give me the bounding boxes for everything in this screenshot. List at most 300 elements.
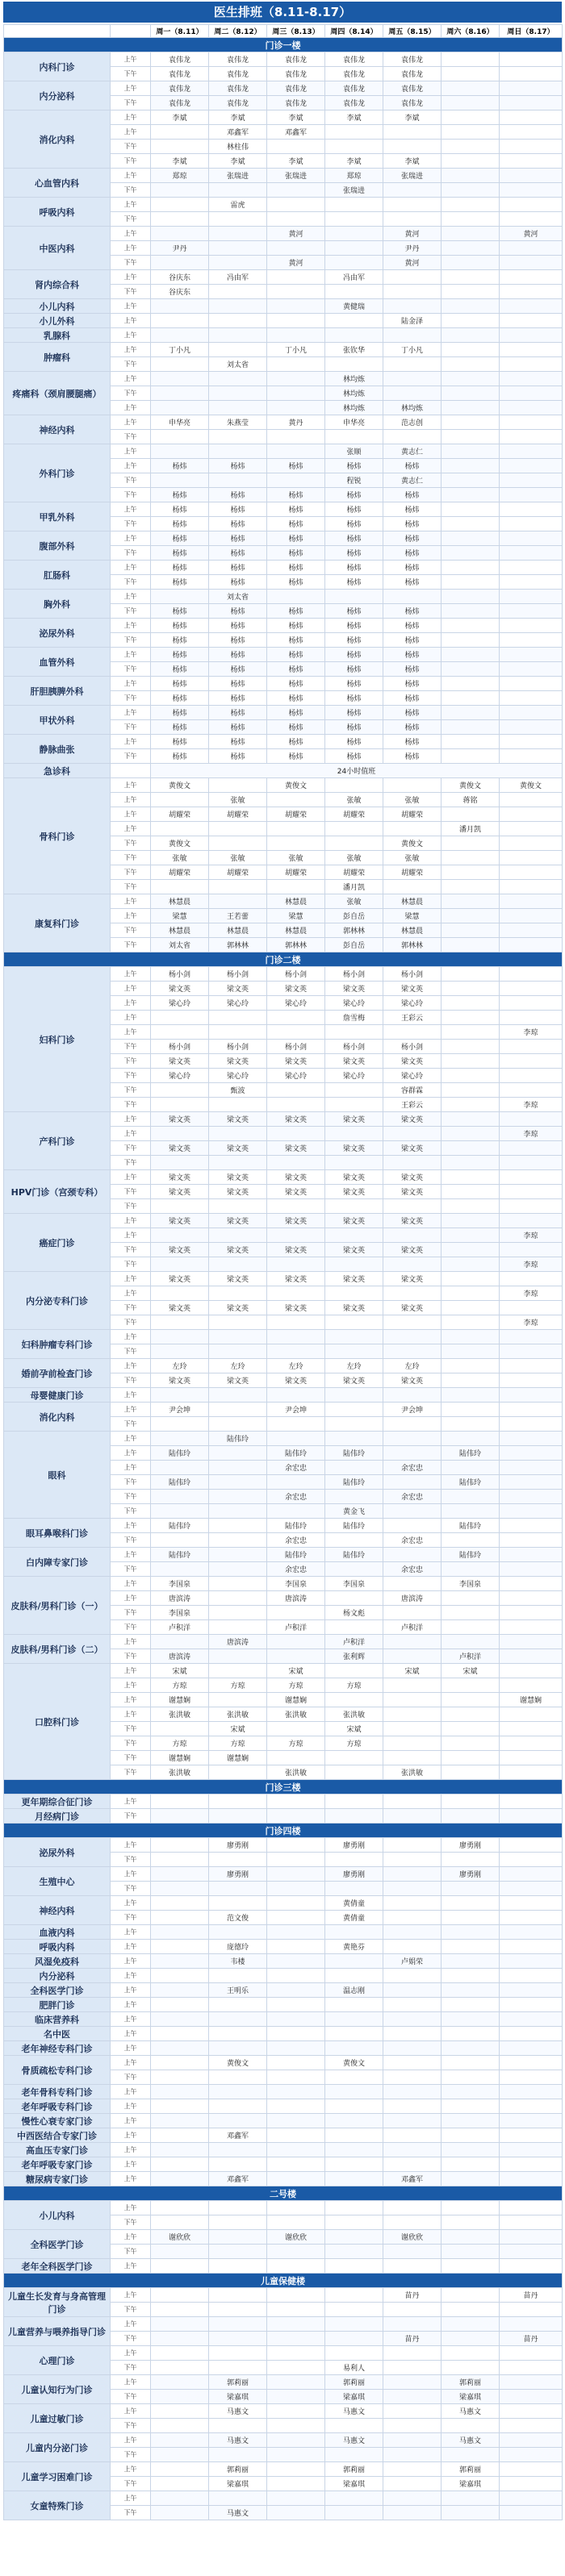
doctor-cell: 梁嘉琪 (325, 2390, 383, 2404)
doctor-cell: 杨炜 (209, 488, 267, 502)
doctor-cell: 黄丹 (267, 415, 325, 430)
time-slot: 上午 (111, 1998, 151, 2012)
time-slot: 下午 (111, 1040, 151, 1054)
doctor-cell: 梁文英 (151, 982, 209, 996)
doctor-cell (209, 894, 267, 909)
doctor-cell: 刘太省 (209, 590, 267, 604)
doctor-cell (209, 314, 267, 328)
doctor-cell (267, 183, 325, 198)
doctor-cell: 谷庆东 (151, 285, 209, 299)
doctor-cell (267, 473, 325, 488)
time-slot: 上午 (111, 2230, 151, 2245)
doctor-cell (383, 2506, 442, 2520)
doctor-cell (442, 2448, 500, 2462)
doctor-cell (500, 923, 563, 938)
doctor-cell (442, 270, 500, 285)
doctor-cell: 梁心玲 (267, 996, 325, 1011)
doctor-cell (442, 604, 500, 619)
doctor-cell (383, 183, 442, 198)
doctor-cell: 马惠文 (442, 2404, 500, 2419)
department-name: 中西医结合专家门诊 (4, 2128, 111, 2143)
doctor-cell: 杨炜 (151, 662, 209, 677)
doctor-cell (500, 430, 563, 444)
doctor-cell (151, 444, 209, 459)
doctor-cell (383, 2346, 442, 2361)
time-slot: 下午 (111, 2332, 151, 2346)
doctor-cell (500, 662, 563, 677)
doctor-cell: 梁心玲 (383, 1069, 442, 1083)
doctor-cell: 宋斌 (442, 1664, 500, 1678)
doctor-cell (325, 1998, 383, 2012)
doctor-cell (442, 1272, 500, 1286)
doctor-cell: 梁文英 (209, 1373, 267, 1388)
time-slot: 上午 (111, 2128, 151, 2143)
doctor-cell (209, 386, 267, 401)
doctor-cell (325, 1025, 383, 1040)
doctor-cell: 邓鑫军 (209, 125, 267, 140)
doctor-cell: 袁伟龙 (325, 81, 383, 96)
doctor-cell (267, 2404, 325, 2419)
doctor-cell (383, 1228, 442, 1243)
doctor-cell (500, 1954, 563, 1969)
doctor-cell (442, 2056, 500, 2070)
time-slot: 下午 (111, 183, 151, 198)
doctor-cell (209, 343, 267, 357)
doctor-cell (500, 531, 563, 546)
doctor-cell: 梁文英 (209, 1243, 267, 1257)
doctor-cell (442, 735, 500, 749)
doctor-cell: 尹会坤 (151, 1403, 209, 1417)
doctor-cell: 杨炜 (209, 633, 267, 648)
day-header: 周二（8.12） (209, 25, 267, 38)
doctor-cell (325, 2230, 383, 2245)
doctor-cell: 梁慧 (383, 909, 442, 923)
doctor-cell (500, 2114, 563, 2128)
doctor-cell (151, 2259, 209, 2274)
time-slot: 下午 (111, 1083, 151, 1098)
doctor-cell (383, 1156, 442, 1170)
doctor-cell (383, 1896, 442, 1911)
department-name: 女童特殊门诊 (4, 2491, 111, 2520)
doctor-cell (500, 1214, 563, 1228)
doctor-cell: 申华亮 (151, 415, 209, 430)
doctor-cell (500, 1403, 563, 1417)
doctor-cell (500, 822, 563, 836)
doctor-cell (267, 1475, 325, 1490)
doctor-cell: 杨炜 (325, 531, 383, 546)
doctor-cell: 杨炜 (383, 561, 442, 575)
doctor-cell (442, 996, 500, 1011)
time-slot: 下午 (111, 880, 151, 894)
time-slot: 上午 (111, 2433, 151, 2448)
doctor-cell: 范志创 (383, 415, 442, 430)
doctor-cell: 杨炜 (209, 531, 267, 546)
doctor-cell (500, 488, 563, 502)
doctor-cell (442, 1533, 500, 1548)
time-slot: 下午 (111, 633, 151, 648)
time-slot: 上午 (111, 1461, 151, 1475)
doctor-cell (267, 2215, 325, 2230)
doctor-cell (383, 1504, 442, 1519)
doctor-cell (325, 285, 383, 299)
doctor-cell: 卢积洋 (383, 1620, 442, 1635)
doctor-cell (267, 1315, 325, 1330)
doctor-cell (209, 2099, 267, 2114)
doctor-cell: 张瑞进 (267, 169, 325, 183)
doctor-cell (500, 880, 563, 894)
time-slot: 上午 (111, 735, 151, 749)
doctor-cell (267, 1199, 325, 1214)
doctor-cell: 梁文英 (209, 1214, 267, 1228)
doctor-cell: 谢慧娴 (151, 1751, 209, 1765)
time-slot: 上午 (111, 2056, 151, 2070)
doctor-cell (151, 2477, 209, 2491)
time-slot: 上午 (111, 198, 151, 212)
doctor-cell: 杨炜 (209, 691, 267, 706)
doctor-cell (500, 720, 563, 735)
doctor-cell (325, 2506, 383, 2520)
doctor-cell (442, 2259, 500, 2274)
doctor-cell (500, 2056, 563, 2070)
doctor-cell (383, 357, 442, 372)
doctor-cell (383, 2027, 442, 2041)
doctor-cell (383, 1794, 442, 1809)
doctor-cell (325, 2172, 383, 2186)
time-slot: 上午 (111, 1127, 151, 1141)
doctor-cell: 杨炜 (267, 706, 325, 720)
doctor-cell: 梁文英 (325, 1141, 383, 1156)
doctor-cell: 杨炜 (325, 691, 383, 706)
doctor-cell (383, 1882, 442, 1896)
doctor-cell (267, 2114, 325, 2128)
doctor-cell: 廖勇刚 (325, 1838, 383, 1853)
doctor-cell (383, 2361, 442, 2375)
time-slot: 下午 (111, 386, 151, 401)
doctor-cell: 方琼 (325, 1736, 383, 1751)
doctor-cell (442, 2317, 500, 2332)
time-slot (111, 764, 151, 778)
doctor-cell (442, 1083, 500, 1098)
doctor-cell (151, 1998, 209, 2012)
doctor-cell (442, 1591, 500, 1606)
doctor-cell (442, 1896, 500, 1911)
doctor-cell (383, 2143, 442, 2157)
doctor-cell (383, 1969, 442, 1983)
doctor-cell (209, 285, 267, 299)
doctor-cell (500, 619, 563, 633)
doctor-cell: 杨炜 (267, 502, 325, 517)
doctor-cell: 杨炜 (325, 749, 383, 764)
doctor-cell: 方琼 (151, 1736, 209, 1751)
time-slot: 下午 (111, 1620, 151, 1635)
doctor-cell: 郭林林 (267, 938, 325, 952)
doctor-cell (325, 1882, 383, 1896)
doctor-cell: 梁文英 (383, 1301, 442, 1315)
doctor-cell: 杨炜 (325, 502, 383, 517)
doctor-cell: 丁小凡 (151, 343, 209, 357)
doctor-cell: 左玲 (267, 1359, 325, 1373)
doctor-cell (267, 1969, 325, 1983)
doctor-cell: 梁文英 (151, 1141, 209, 1156)
doctor-cell (383, 880, 442, 894)
time-slot: 上午 (111, 2027, 151, 2041)
doctor-cell (267, 1983, 325, 1998)
doctor-cell: 陆伟玲 (209, 1432, 267, 1446)
doctor-cell (383, 590, 442, 604)
doctor-cell: 梁文英 (209, 1170, 267, 1185)
doctor-cell (267, 2085, 325, 2099)
department-name: 骨科门诊 (4, 778, 111, 894)
doctor-cell (383, 2448, 442, 2462)
doctor-cell (325, 1156, 383, 1170)
time-slot: 上午 (111, 648, 151, 662)
doctor-cell (383, 1635, 442, 1649)
doctor-cell: 陆伟玲 (151, 1519, 209, 1533)
time-slot: 下午 (111, 285, 151, 299)
doctor-cell (383, 2259, 442, 2274)
time-slot: 上午 (111, 1446, 151, 1461)
doctor-cell (500, 125, 563, 140)
doctor-cell: 胡耀荣 (383, 807, 442, 822)
doctor-cell: 余宏忠 (383, 1461, 442, 1475)
doctor-cell (500, 154, 563, 169)
time-slot: 下午 (111, 2419, 151, 2433)
time-slot: 上午 (111, 1170, 151, 1185)
doctor-cell (151, 1809, 209, 1824)
doctor-cell: 黄健瑞 (325, 299, 383, 314)
doctor-cell: 陆伟玲 (442, 1446, 500, 1461)
doctor-cell: 杨炜 (209, 749, 267, 764)
doctor-cell: 梁文英 (383, 1112, 442, 1127)
doctor-cell: 李斌 (325, 110, 383, 125)
doctor-cell: 黄河 (267, 256, 325, 270)
doctor-cell (500, 2215, 563, 2230)
day-header: 周三（8.13） (267, 25, 325, 38)
doctor-cell: 陆伟玲 (325, 1519, 383, 1533)
time-slot: 上午 (111, 2404, 151, 2419)
doctor-cell (383, 1606, 442, 1620)
doctor-cell (500, 633, 563, 648)
doctor-cell (151, 1199, 209, 1214)
doctor-cell (267, 2332, 325, 2346)
doctor-cell: 杨炜 (325, 720, 383, 735)
doctor-cell (267, 2288, 325, 2303)
doctor-cell (209, 1286, 267, 1301)
doctor-cell: 林均炼 (325, 372, 383, 386)
time-slot: 上午 (111, 561, 151, 575)
doctor-cell: 林慧晨 (151, 894, 209, 909)
doctor-cell: 张洪敏 (267, 1765, 325, 1780)
doctor-cell (151, 1911, 209, 1925)
doctor-cell: 谢慧娴 (500, 1693, 563, 1707)
time-slot: 上午 (111, 372, 151, 386)
doctor-cell: 郑琼 (325, 169, 383, 183)
doctor-cell (325, 1765, 383, 1780)
doctor-cell: 张瑞进 (325, 183, 383, 198)
doctor-cell (442, 720, 500, 735)
doctor-cell: 黄河 (383, 256, 442, 270)
doctor-cell (442, 1606, 500, 1620)
time-slot: 上午 (111, 967, 151, 982)
time-slot: 上午 (111, 793, 151, 807)
doctor-cell: 杨炜 (209, 619, 267, 633)
doctor-cell (383, 2099, 442, 2114)
time-slot: 上午 (111, 1025, 151, 1040)
doctor-cell: 梁文英 (151, 1272, 209, 1286)
doctor-cell (442, 1620, 500, 1635)
doctor-cell (500, 1606, 563, 1620)
department-name: HPV门诊（宫颈专科） (4, 1170, 111, 1214)
department-name: 肝胆胰脾外科 (4, 677, 111, 706)
doctor-cell (442, 227, 500, 241)
doctor-cell (209, 2114, 267, 2128)
doctor-cell (500, 1156, 563, 1170)
time-slot: 下午 (111, 212, 151, 227)
time-slot: 上午 (111, 169, 151, 183)
doctor-cell: 杨炜 (267, 633, 325, 648)
doctor-cell (267, 270, 325, 285)
doctor-cell: 杨炜 (151, 677, 209, 691)
doctor-cell (267, 2012, 325, 2027)
doctor-cell (500, 1940, 563, 1954)
doctor-cell (442, 2215, 500, 2230)
doctor-cell (442, 619, 500, 633)
doctor-cell (500, 299, 563, 314)
doctor-cell (500, 2462, 563, 2477)
day-header: 周一（8.11） (151, 25, 209, 38)
doctor-cell (442, 909, 500, 923)
doctor-cell (151, 1025, 209, 1040)
doctor-cell (209, 836, 267, 851)
doctor-cell (209, 1403, 267, 1417)
doctor-cell (267, 1751, 325, 1765)
doctor-cell: 胡耀荣 (209, 865, 267, 880)
doctor-cell: 梁文英 (209, 1141, 267, 1156)
doctor-cell (151, 2157, 209, 2172)
doctor-cell (151, 1286, 209, 1301)
doctor-cell (500, 967, 563, 982)
doctor-cell: 郭莉丽 (209, 2462, 267, 2477)
doctor-cell: 李国泉 (151, 1606, 209, 1620)
department-name: 内分泌科 (4, 1969, 111, 1983)
doctor-cell: 梁文英 (151, 1054, 209, 1069)
department-name: 神经内科 (4, 415, 111, 444)
doctor-cell: 袁伟龙 (383, 52, 442, 67)
doctor-cell: 卢积洋 (325, 1635, 383, 1649)
doctor-cell (209, 227, 267, 241)
doctor-cell (383, 1475, 442, 1490)
doctor-cell: 梁文英 (325, 1112, 383, 1127)
doctor-cell (325, 1620, 383, 1635)
department-name: 妇科肿瘤专科门诊 (4, 1330, 111, 1359)
doctor-cell (442, 2332, 500, 2346)
doctor-cell: 郭莉丽 (325, 2375, 383, 2390)
doctor-cell: 林慧晨 (209, 923, 267, 938)
doctor-cell (500, 1548, 563, 1562)
doctor-cell (500, 2143, 563, 2157)
doctor-cell (151, 2375, 209, 2390)
doctor-cell (209, 1330, 267, 1344)
doctor-cell: 杨炜 (209, 517, 267, 531)
doctor-cell (151, 2448, 209, 2462)
doctor-cell (500, 1141, 563, 1156)
doctor-cell: 梁文英 (151, 1243, 209, 1257)
doctor-cell: 梁文英 (209, 982, 267, 996)
doctor-cell (383, 212, 442, 227)
doctor-cell (500, 1707, 563, 1722)
doctor-cell (209, 2346, 267, 2361)
doctor-cell (383, 1998, 442, 2012)
doctor-cell: 宋斌 (151, 1664, 209, 1678)
doctor-cell (325, 1315, 383, 1330)
doctor-cell: 方琼 (325, 1678, 383, 1693)
doctor-cell: 申华亮 (325, 415, 383, 430)
doctor-cell: 梁文英 (151, 1170, 209, 1185)
doctor-cell (267, 836, 325, 851)
doctor-cell (325, 1591, 383, 1606)
doctor-cell (151, 2056, 209, 2070)
doctor-cell: 唐滨涛 (209, 1635, 267, 1649)
doctor-cell: 甄波 (209, 1083, 267, 1098)
doctor-cell: 王若蕾 (209, 909, 267, 923)
doctor-cell (267, 1432, 325, 1446)
doctor-cell: 杨炜 (383, 604, 442, 619)
doctor-cell (442, 894, 500, 909)
doctor-cell (209, 183, 267, 198)
doctor-cell (267, 1635, 325, 1649)
doctor-cell (209, 1199, 267, 1214)
doctor-cell: 梁慧 (151, 909, 209, 923)
time-slot: 下午 (111, 1475, 151, 1490)
doctor-cell (151, 2433, 209, 2448)
doctor-cell (325, 2245, 383, 2259)
time-slot: 上午 (111, 1577, 151, 1591)
doctor-cell: 杨炜 (267, 546, 325, 561)
doctor-cell (209, 1533, 267, 1548)
doctor-cell (500, 1867, 563, 1882)
department-name: 儿童认知行为门诊 (4, 2375, 111, 2404)
doctor-cell: 谢慧娴 (151, 1693, 209, 1707)
doctor-cell: 邓鑫军 (209, 2172, 267, 2186)
doctor-cell (151, 1388, 209, 1403)
doctor-cell (151, 822, 209, 836)
doctor-cell: 杨炜 (209, 662, 267, 677)
doctor-cell (267, 2346, 325, 2361)
doctor-cell: 黄河 (383, 227, 442, 241)
doctor-cell (325, 1853, 383, 1867)
doctor-cell: 杨炜 (209, 648, 267, 662)
doctor-cell: 梁嘉琪 (442, 2477, 500, 2491)
doctor-cell (209, 1504, 267, 1519)
doctor-cell (442, 1911, 500, 1925)
doctor-cell: 杨炜 (325, 546, 383, 561)
doctor-cell (209, 1562, 267, 1577)
doctor-cell (151, 2027, 209, 2041)
department-name: 肛肠科 (4, 561, 111, 590)
doctor-cell (267, 372, 325, 386)
doctor-cell (209, 2332, 267, 2346)
doctor-cell (209, 778, 267, 793)
department-name: 内分泌专科门诊 (4, 1272, 111, 1330)
time-slot: 下午 (111, 1504, 151, 1519)
time-slot: 上午 (111, 227, 151, 241)
doctor-cell (500, 372, 563, 386)
doctor-cell: 陆伟玲 (267, 1446, 325, 1461)
doctor-cell (267, 2157, 325, 2172)
doctor-cell: 马惠文 (209, 2433, 267, 2448)
doctor-cell (267, 2027, 325, 2041)
doctor-cell: 杨小剑 (209, 1040, 267, 1054)
